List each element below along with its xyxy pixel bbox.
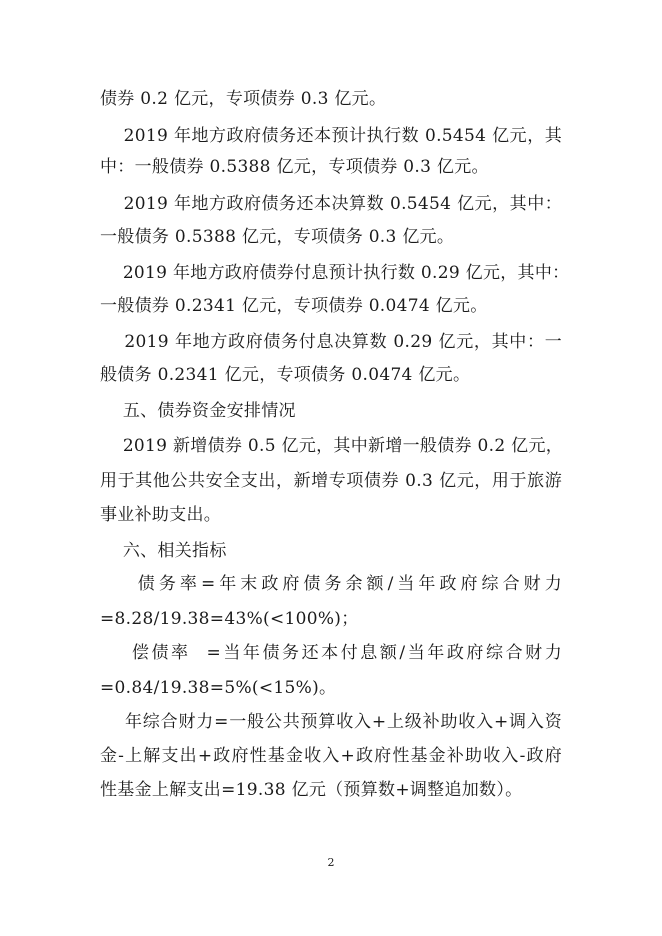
- text-line-4: 2019 年地方政府债务还本决算数 0.5454 亿元，其中：: [100, 194, 562, 214]
- text-line-7: 一般债券 0.2341 亿元，专项债券 0.0474 亿元。: [100, 296, 488, 316]
- text-line-9: 般债务 0.2341 亿元，专项债务 0.0474 亿元。: [100, 365, 471, 385]
- text-line-1: 债券 0.2 亿元，专项债券 0.3 亿元。: [100, 89, 387, 109]
- text-line-12: 用于其他公共安全支出，新增专项债券 0.3 亿元，用于旅游: [100, 471, 562, 491]
- text-line-3: 中：一般债券 0.5388 亿元，专项债券 0.3 亿元。: [100, 157, 489, 177]
- section-heading-5: 五、债券资金安排情况: [100, 401, 296, 421]
- text-line-17: 偿债率 =当年债务还本付息额/当年政府综合财力: [100, 643, 562, 663]
- text-line-20: 金-上解支出+政府性基金收入+政府性基金补助收入-政府: [100, 746, 562, 766]
- text-line-8: 2019 年地方政府债务付息决算数 0.29 亿元，其中：一: [100, 332, 562, 352]
- text-line-6: 2019 年地方政府债券付息预计执行数 0.29 亿元，其中：: [100, 263, 570, 283]
- text-line-18: =0.84/19.38=5%(<15%)。: [100, 678, 337, 698]
- page-number: 2: [327, 856, 335, 869]
- text-line-16: =8.28/19.38=43%(<100%)；: [100, 609, 359, 629]
- text-line-15: 债务率=年末政府债务余额/当年政府综合财力: [100, 574, 562, 594]
- section-heading-6: 六、相关指标: [100, 541, 227, 561]
- text-line-13: 事业补助支出。: [100, 505, 222, 525]
- text-line-5: 一般债务 0.5388 亿元，专项债务 0.3 亿元。: [100, 227, 455, 247]
- text-line-2: 2019 年地方政府债务还本预计执行数 0.5454 亿元，其: [100, 126, 562, 146]
- text-line-21: 性基金上解支出=19.38 亿元（预算数+调整追加数）。: [100, 780, 523, 800]
- text-line-19: 年综合财力=一般公共预算收入+上级补助收入+调入资: [100, 712, 562, 732]
- text-line-11: 2019 新增债券 0.5 亿元，其中新增一般债券 0.2 亿元，: [100, 436, 564, 456]
